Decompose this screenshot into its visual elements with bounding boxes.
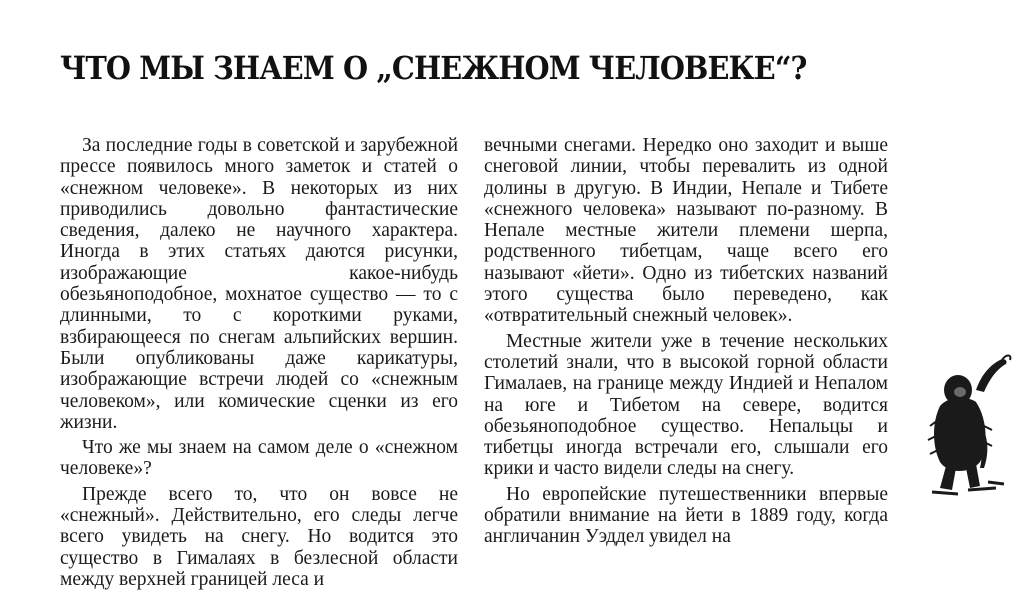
paragraph: Что же мы знаем на самом деле о «снежном человеке»?	[60, 437, 458, 480]
paragraph: Прежде всего то, что он вовсе не «снежный». Действительно, его следы легче всего увидеть на снегу. Но водится это существо в Гималаях в безлесной области между верхней границей леса и	[60, 483, 458, 590]
right-column	[484, 135, 888, 552]
paragraph: вечными снегами. Нередко оно заходит и выше снеговой линии, чтобы перевалить из одной долины в другую. В Индии, Непале и Тибете «снежного человека» называют по-разному. В Непале местные жители племени шерпа, родственного тибетцам, чаще всего его называют «йети». Одно из тибетских названий этого существа было переведено, как «отвратительный снежный человек».	[484, 135, 888, 327]
paragraph: За последние годы в советской и зарубежной прессе появилось много заметок и статей о «снежном человеке». В некоторых из них приводились довольно фантастические сведения, далеко не научного характера. Иногда в этих статьях даются рисунки, изображающие какое-нибудь обезьяноподобное, мохнатое существо — то с длинными, то с короткими руками, взбирающееся по снегам альпийских вершин. Были опубликованы даже карикатуры, изображающие встречи людей со «снежным человеком», или комические сценки из его жизни.	[60, 135, 458, 433]
paragraph: Но европейские путешественники впервые обратили внимание на йети в 1889 году, когда англичанин Уэддел увидел на	[484, 483, 888, 548]
left-column	[60, 135, 458, 594]
yeti-illustration	[918, 350, 1014, 500]
paragraph: Местные жители уже в течение нескольких столетий знали, что в высокой горной области Гималаев, на границе между Индией и Непалом на юге и Тибетом на севере, водится обезьяноподобное существо. Непальцы и тибетцы иногда встречали его, слышали его крики и часто видели следы на снегу.	[484, 330, 888, 480]
article-title: ЧТО МЫ ЗНАЕМ О „СНЕЖНОМ ЧЕЛОВЕКЕ“?	[60, 49, 807, 87]
